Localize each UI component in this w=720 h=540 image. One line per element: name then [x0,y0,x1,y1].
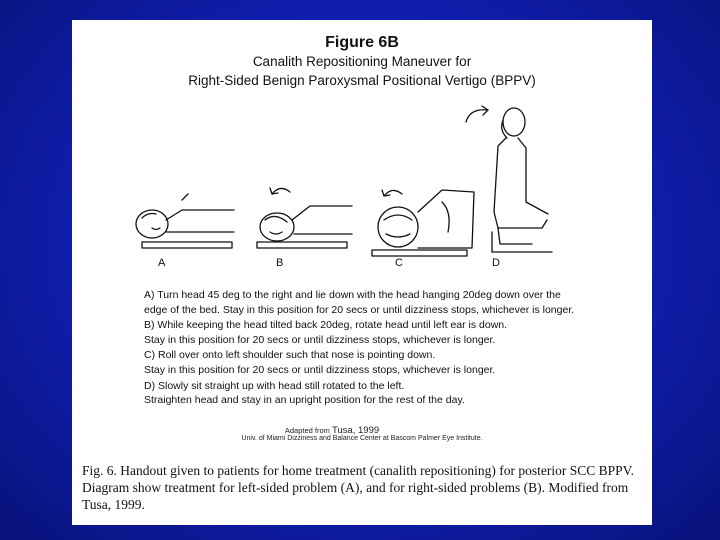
panel-label-b: B [276,257,284,269]
bed-c [372,250,467,256]
head-a [136,210,168,238]
step-c [144,348,644,377]
step-b-line2: Stay in this position for 20 secs or until dizziness stops, whichever is longer. [144,333,496,346]
arrow-d-icon [466,110,488,122]
credit-prefix: Adapted from [284,426,332,435]
figure-b-drawing [257,188,352,248]
step-c-line2: Stay in this position for 20 secs or until dizziness stops, whichever is longer. [144,363,496,376]
maneuver-illustration [122,102,622,282]
credit-institution: Univ. of Miami Dizziness and Balance Center at Bascom Palmer Eye Institute. [241,435,483,442]
step-d [144,379,644,408]
step-d-line2: Straighten head and stay in an upright position for the rest of the day. [144,394,465,407]
torso-c [418,190,474,248]
step-d-line1: D) Slowly sit straight up with head still rotated to the left. [144,379,405,392]
credit-name: Tusa, 1999 [331,425,380,436]
panel-label-d: D [492,257,500,269]
torso-d [494,138,547,228]
figure-panel [72,20,652,525]
panel-label-c: C [395,257,403,269]
figure-a-drawing [136,194,234,248]
step-b-line1: B) While keeping the head tilted back 20deg, rotate head until left ear is down. [144,319,508,332]
bed-a [142,242,232,248]
figure-c-drawing [372,190,474,256]
head-c [378,207,418,247]
figure-subtitle: Canalith Repositioning Maneuver for [252,54,472,69]
step-a-line1: A) Turn head 45 deg to the right and lie down with the head hanging 20deg down over the [144,289,561,301]
head-d [503,108,525,136]
torso-a [166,210,234,220]
figure-subtitle-2: Right-Sided Benign Paroxysmal Positional Vertigo (BPPV) [188,73,536,88]
figure-d-drawing [466,106,552,252]
step-c-line1: C) Roll over onto left shoulder such that nose is pointing down. [144,349,436,362]
step-b [144,318,644,347]
torso-b [292,206,352,220]
step-a-line2: edge of the bed. Stay in this position for 20 secs or until dizziness stops, whichever is longer. [144,303,575,316]
figure-title: Figure 6B [325,34,399,51]
bed-b [257,242,347,248]
step-a [144,288,644,317]
figure-caption: Fig. 6. Handout given to patients for home treatment (canalith repositioning) for posterior SCC BPPV. Diagram show treatment for left-sided problem (A), and for right-sided problems (B). Modified from Tusa, 1999. [82,463,635,512]
panel-label-a: A [158,257,166,269]
instruction-steps [144,288,644,409]
